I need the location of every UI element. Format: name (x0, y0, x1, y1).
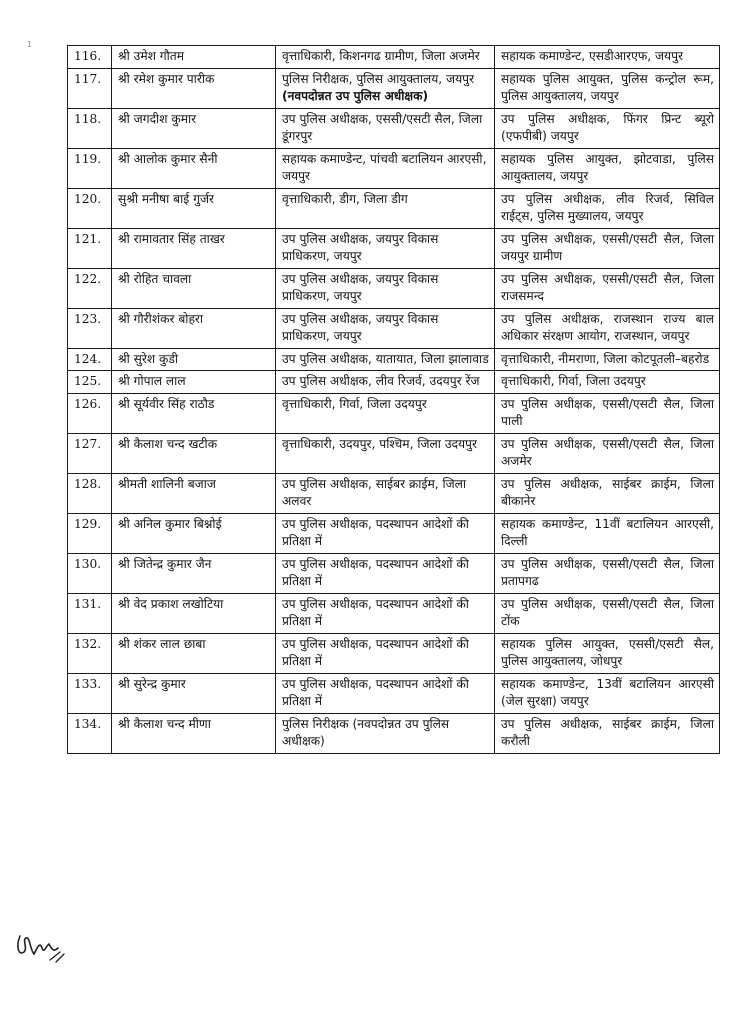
current-posting-text: उप पुलिस अधीक्षक, पदस्थापन आदेशों की प्रतिक्षा में (282, 636, 469, 668)
new-posting: वृत्ताधिकारी, गिर्वा, जिला उदयपुर (495, 371, 720, 394)
current-posting (276, 308, 495, 348)
table-row (68, 553, 720, 593)
new-posting: सहायक पुलिस आयुक्त, पुलिस कन्ट्रोल रूम, पुलिस आयुक्तालय, जयपुर (495, 68, 720, 108)
officer-name: श्रीमती शालिनी बजाज (112, 473, 276, 513)
officer-name: श्री रोहित चावला (112, 268, 276, 308)
officer-name: श्री गोपाल लाल (112, 371, 276, 394)
table-row (68, 148, 720, 188)
officer-name: श्री उमेश गौतम (112, 46, 276, 69)
officer-name: श्री कैलाश चन्द खटीक (112, 433, 276, 473)
current-posting-text: उप पुलिस अधीक्षक, जयपुर विकास प्राधिकरण, जयपुर (282, 311, 439, 343)
current-posting (276, 371, 495, 394)
new-posting: सहायक कमाण्डेन्ट, एसडीआरएफ, जयपुर (495, 46, 720, 69)
current-posting-text: पुलिस निरीक्षक, पुलिस आयुक्तालय, जयपुर (282, 71, 475, 86)
current-posting-text: सहायक कमाण्डेन्ट, पांचवी बटालियन आरएसी, जयपुर (282, 151, 487, 183)
new-posting: उप पुलिस अधीक्षक, लीव रिजर्व, सिविल राईट्स, पुलिस मुख्यालय, जयपुर (495, 188, 720, 228)
new-posting: उप पुलिस अधीक्षक, फिंगर प्रिन्ट ब्यूरो (एफपीबी) जयपुर (495, 108, 720, 148)
current-posting (276, 553, 495, 593)
serial-number: 124. (68, 348, 112, 371)
table-row (68, 228, 720, 268)
posting-table-body (68, 46, 720, 754)
current-posting (276, 348, 495, 371)
serial-number: 121. (68, 228, 112, 268)
table-row (68, 673, 720, 713)
current-posting (276, 673, 495, 713)
current-posting-text: उप पुलिस अधीक्षक, जयपुर विकास प्राधिकरण, जयपुर (282, 271, 439, 303)
current-posting-text: उप पुलिस अधीक्षक, यातायात, जिला झालावाड (282, 351, 489, 366)
table-row (68, 393, 720, 433)
officer-name: श्री सुरेन्द्र कुमार (112, 673, 276, 713)
current-posting (276, 433, 495, 473)
serial-number: 120. (68, 188, 112, 228)
officer-name: श्री अनिल कुमार बिश्नोई (112, 513, 276, 553)
current-posting (276, 513, 495, 553)
officer-name: श्री आलोक कुमार सैनी (112, 148, 276, 188)
officer-name: श्री वेद प्रकाश लखोटिया (112, 593, 276, 633)
new-posting: उप पुलिस अधीक्षक, साईबर क्राईम, जिला करौली (495, 713, 720, 753)
serial-number: 116. (68, 46, 112, 69)
serial-number: 128. (68, 473, 112, 513)
current-posting-text: उप पुलिस अधीक्षक, पदस्थापन आदेशों की प्रतिक्षा में (282, 516, 469, 548)
table-row (68, 108, 720, 148)
serial-number: 127. (68, 433, 112, 473)
table-row (68, 593, 720, 633)
current-posting (276, 188, 495, 228)
current-posting-text: उप पुलिस अधीक्षक, लीव रिजर्व, उदयपुर रेंज (282, 374, 480, 388)
table-row (68, 713, 720, 753)
current-posting-text: उप पुलिस अधीक्षक, एससी/एसटी सैल, जिला डूंगरपुर (282, 111, 483, 143)
table-row (68, 513, 720, 553)
new-posting: सहायक कमाण्डेन्ट, 11वीं बटालियन आरएसी, दिल्ली (495, 513, 720, 553)
new-posting: उप पुलिस अधीक्षक, एससी/एसटी सैल, जिला पाली (495, 393, 720, 433)
current-posting (276, 268, 495, 308)
serial-number: 132. (68, 633, 112, 673)
officer-name: श्री सूर्यवीर सिंह राठौड (112, 393, 276, 433)
current-posting (276, 473, 495, 513)
officer-name: श्री कैलाश चन्द मीणा (112, 713, 276, 753)
signature (12, 926, 68, 972)
table-row (68, 68, 720, 108)
new-posting: उप पुलिस अधीक्षक, एससी/एसटी सैल, जिला जयपुर ग्रामीण (495, 228, 720, 268)
table-row (68, 633, 720, 673)
current-posting-text: पुलिस निरीक्षक (नवपदोन्नत उप पुलिस अधीक्षक) (282, 716, 450, 748)
officer-name: श्री रमेश कुमार पारीक (112, 68, 276, 108)
table-row (68, 46, 720, 69)
serial-number: 126. (68, 393, 112, 433)
current-posting (276, 68, 495, 108)
new-posting: वृत्ताधिकारी, नीमराणा, जिला कोटपूतली–बहरोड (495, 348, 720, 371)
table-row (68, 308, 720, 348)
current-posting (276, 228, 495, 268)
officer-name: सुश्री मनीषा बाई गुर्जर (112, 188, 276, 228)
serial-number: 133. (68, 673, 112, 713)
current-posting-text: उप पुलिस अधीक्षक, साईबर क्राईम, जिला अलवर (282, 476, 467, 508)
serial-number: 125. (68, 371, 112, 394)
current-posting-text: वृत्ताधिकारी, उदयपुर, पश्चिम, जिला उदयपुर (282, 436, 477, 451)
new-posting: सहायक पुलिस आयुक्त, झोटवाडा, पुलिस आयुक्तालय, जयपुर (495, 148, 720, 188)
current-posting (276, 108, 495, 148)
officer-name: श्री जितेन्द्र कुमार जैन (112, 553, 276, 593)
current-posting-text: उप पुलिस अधीक्षक, पदस्थापन आदेशों की प्रतिक्षा में (282, 676, 469, 708)
current-posting-text: उप पुलिस अधीक्षक, जयपुर विकास प्राधिकरण, जयपुर (282, 231, 439, 263)
new-posting: उप पुलिस अधीक्षक, एससी/एसटी सैल, जिला प्रतापगढ (495, 553, 720, 593)
new-posting: उप पुलिस अधीक्षक, साईबर क्राईम, जिला बीकानेर (495, 473, 720, 513)
current-posting-text: वृत्ताधिकारी, गिर्वा, जिला उदयपुर (282, 396, 427, 411)
current-posting (276, 393, 495, 433)
new-posting: उप पुलिस अधीक्षक, एससी/एसटी सैल, जिला टोंक (495, 593, 720, 633)
new-posting: सहायक पुलिस आयुक्त, एससी/एसटी सैल, पुलिस आयुक्तालय, जोधपुर (495, 633, 720, 673)
serial-number: 119. (68, 148, 112, 188)
current-posting (276, 713, 495, 753)
officer-name: श्री रामावतार सिंह ताखर (112, 228, 276, 268)
new-posting: उप पुलिस अधीक्षक, एससी/एसटी सैल, जिला राजसमन्द (495, 268, 720, 308)
table-row (68, 473, 720, 513)
officer-name: श्री गौरीशंकर बोहरा (112, 308, 276, 348)
serial-number: 123. (68, 308, 112, 348)
table-row (68, 188, 720, 228)
promotion-note: (नवपदोन्नत उप पुलिस अधीक्षक) (282, 89, 429, 103)
current-posting-text: वृत्ताधिकारी, डीग, जिला डीग (282, 191, 408, 206)
current-posting (276, 593, 495, 633)
officer-name: श्री जगदीश कुमार (112, 108, 276, 148)
new-posting: उप पुलिस अधीक्षक, राजस्थान राज्य बाल अधिकार संरक्षण आयोग, राजस्थान, जयपुर (495, 308, 720, 348)
table-row (68, 268, 720, 308)
current-posting-text: उप पुलिस अधीक्षक, पदस्थापन आदेशों की प्रतिक्षा में (282, 596, 469, 628)
table-row (68, 433, 720, 473)
officer-name: श्री सुरेश कुडी (112, 348, 276, 371)
page-marker: 1 (27, 40, 33, 49)
current-posting-text: वृत्ताधिकारी, किशनगढ ग्रामीण, जिला अजमेर (282, 49, 480, 63)
current-posting (276, 148, 495, 188)
serial-number: 122. (68, 268, 112, 308)
new-posting: उप पुलिस अधीक्षक, एससी/एसटी सैल, जिला अजमेर (495, 433, 720, 473)
table-row (68, 348, 720, 371)
current-posting (276, 46, 495, 69)
serial-number: 117. (68, 68, 112, 108)
current-posting-text: उप पुलिस अधीक्षक, पदस्थापन आदेशों की प्रतिक्षा में (282, 556, 469, 588)
serial-number: 129. (68, 513, 112, 553)
serial-number: 131. (68, 593, 112, 633)
serial-number: 118. (68, 108, 112, 148)
officer-name: श्री शंकर लाल छाबा (112, 633, 276, 673)
new-posting: सहायक कमाण्डेन्ट, 13वीं बटालियन आरएसी (जेल सुरक्षा) जयपुर (495, 673, 720, 713)
table-row (68, 371, 720, 394)
serial-number: 134. (68, 713, 112, 753)
posting-table (67, 45, 720, 754)
current-posting (276, 633, 495, 673)
serial-number: 130. (68, 553, 112, 593)
